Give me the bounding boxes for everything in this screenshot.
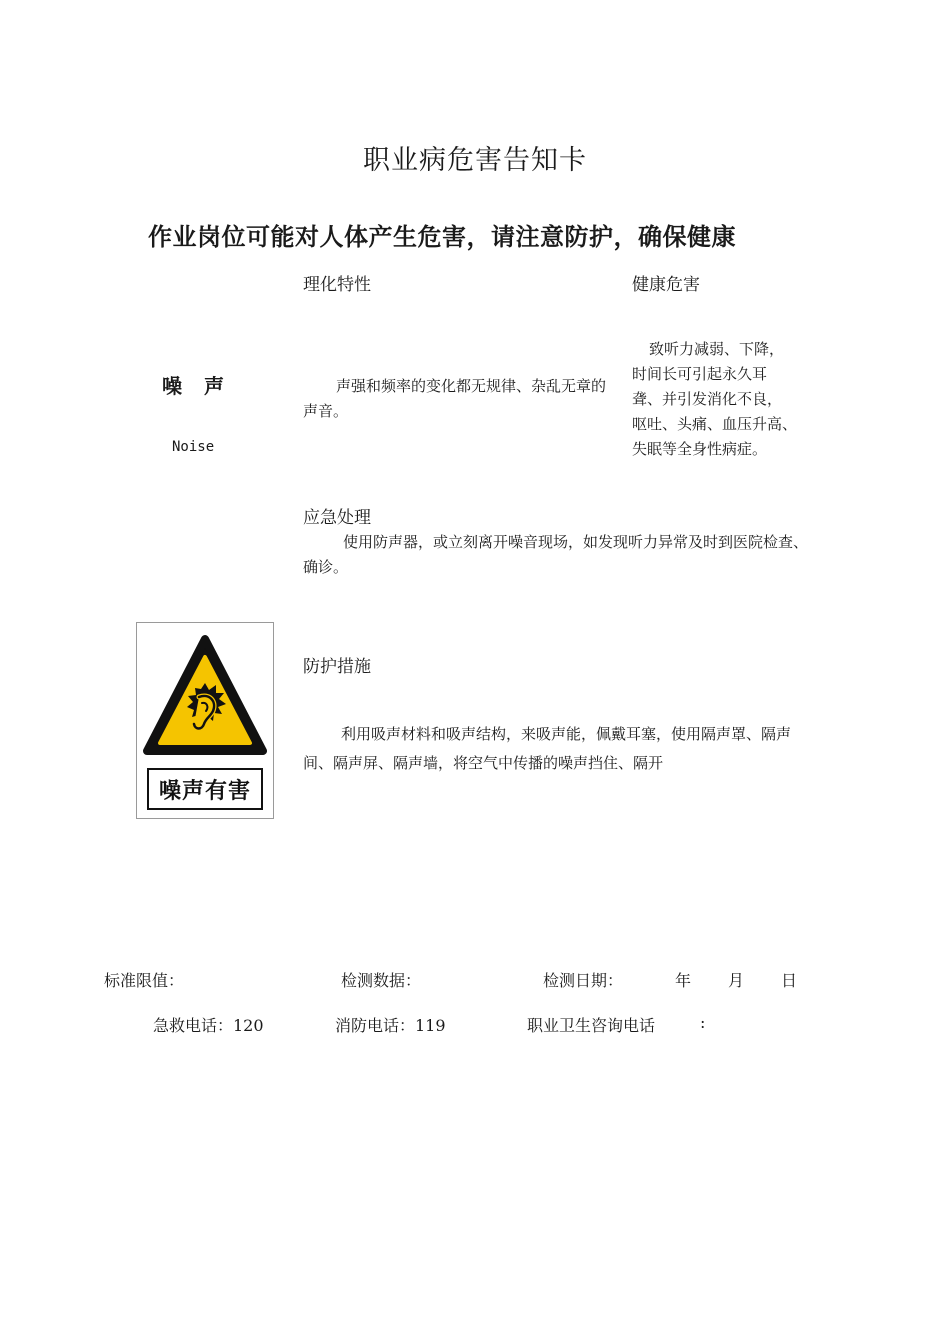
health-header: 健康危害 (632, 275, 700, 295)
data-label: 检测数据： (341, 971, 422, 990)
emergency-text: 使用防声器，或立刻离开噪音现场，如发现听力异常及时到医院检查、确诊。 (303, 533, 809, 576)
health-line: 时间长可引起永久耳 (632, 365, 768, 383)
date-day: 日 (781, 971, 798, 990)
fire-phone: 消防电话：119 (335, 1016, 446, 1035)
date-label: 检测日期： (543, 971, 624, 990)
limit-label: 标准限值： (104, 971, 185, 990)
sign-label-box (147, 768, 263, 810)
health-line: 呕吐、头痛、血压升高、 (632, 415, 798, 433)
date-year: 年 (675, 971, 692, 990)
protection-text: 利用吸声材料和吸声结构，来吸声能，佩戴耳塞，使用隔声罩、隔声间、隔声屏、隔声墙，将空气中传播的噪声挡住、隔开 (303, 725, 792, 772)
date-month: 月 (728, 971, 745, 990)
first-aid-phone: 急救电话：120 (153, 1016, 264, 1035)
noise-warning-icon (137, 623, 273, 763)
health-line: 聋、并引发消化不良， (632, 390, 783, 408)
protection-header: 防护措施 (303, 657, 371, 677)
noise-warning-sign (136, 622, 274, 819)
health-text (632, 337, 822, 462)
health-line: 失眠等全身性病症。 (632, 440, 768, 458)
consult-phone-label: 职业卫生咨询电话 (527, 1016, 656, 1035)
hazard-name-en: Noise (172, 439, 215, 455)
hazard-name: 噪声 (162, 374, 246, 398)
warning-subtitle: 作业岗位可能对人体产生危害，请注意防护，确保健康 (148, 223, 736, 251)
properties-text: 声强和频率的变化都无规律、杂乱无章的声音。 (303, 377, 607, 420)
properties-header: 理化特性 (303, 275, 371, 295)
sign-label: 噪声有害 (158, 778, 251, 804)
consult-phone-colon: : (700, 1013, 706, 1032)
page-title: 职业病危害告知卡 (363, 145, 587, 176)
emergency-header: 应急处理 (303, 508, 371, 528)
health-line: 致听力减弱、下降， (649, 340, 785, 358)
